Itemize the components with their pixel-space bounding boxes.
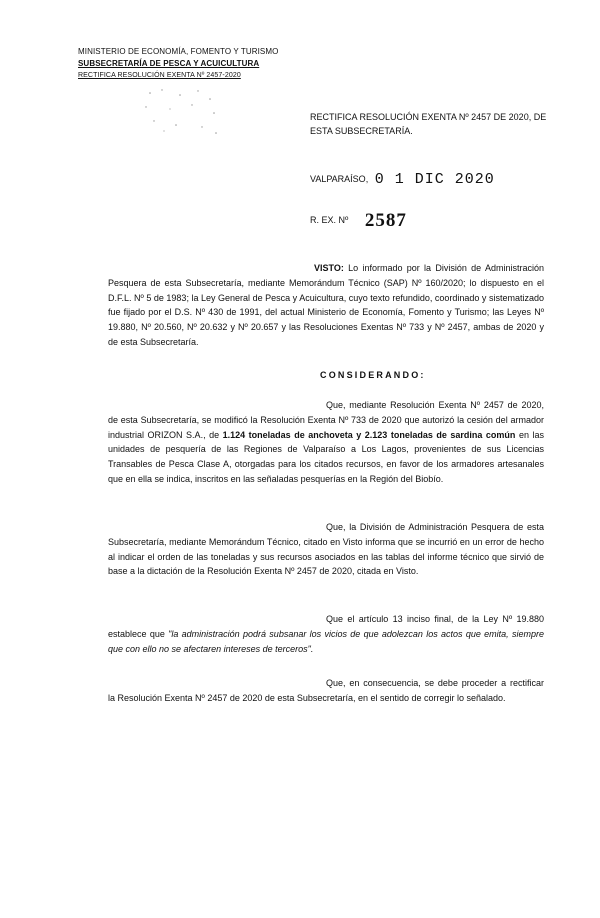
subsecretaria-name: SUBSECRETARÍA DE PESCA Y ACUICULTURA bbox=[78, 59, 260, 68]
date-stamp: 0 1 DIC 2020 bbox=[374, 171, 495, 188]
considerando-paragraph-2: Que, la División de Administración Pesquera de esta Subsecretaría, mediante Memorándum Técnico, citado en Visto informa que se incurrió en un error de hecho al indicar el orden de las toneladas y sus recursos asociados en las tablas del informe técnico que sirvió de base a la dictación de la Resolución Exenta Nº 2457 de 2020, citada en Visto. bbox=[108, 522, 544, 577]
place-label: VALPARAÍSO, bbox=[310, 174, 369, 184]
law-quote: "la administración podrá subsanar los vicios de que adolezcan los actos que emita, siempre que con ello no se afectaren intereses de terceros". bbox=[108, 628, 544, 654]
considerando-paragraph-3: Que el artículo 13 inciso final, de la Ley Nº 19.880 establece que "la administración podrá subsanar los vicios de que adolezcan los actos que emita, siempre que con ello no se afectaren intereses de terceros". bbox=[108, 614, 544, 654]
resolution-title: RECTIFICA RESOLUCIÓN EXENTA Nº 2457 DE 2020, DE ESTA SUBSECRETARÍA. bbox=[310, 112, 547, 136]
rex-label: R. EX. Nº bbox=[310, 215, 349, 225]
header-reference: RECTIFICA RESOLUCIÓN EXENTA Nº 2457-2020 bbox=[78, 72, 241, 79]
considerando-paragraph-1: Que, mediante Resolución Exenta Nº 2457 de 2020, de esta Subsecretaría, se modificó la Resolución Exenta Nº 733 de 2020 que autorizó la cesión del armador industrial ORIZON S.A., de 1.124 toneladas de anchoveta y 2.123 toneladas de sardina común en las unidades de pesquería de las Regiones de Valparaíso a Los Lagos, provenientes de sus Licencias Transables de Pesca Clase A, otorgadas para los citados recursos, en favor de los armadores artesanales que en ella se indica, inscritos en las señaladas pesquerías en la Región del Biobío. bbox=[108, 400, 544, 484]
considerando-heading: CONSIDERANDO: bbox=[320, 370, 426, 380]
place-date bbox=[310, 171, 495, 188]
visto-paragraph bbox=[108, 261, 544, 350]
resolution-number bbox=[310, 210, 407, 232]
visto-text: Lo informado por la División de Administración Pesquera de esta Subsecretaría, mediante Memorándum Técnico (SAP) Nº 160/2020; lo dispuesto en el D.F.L. Nº 5 de 1983; la Ley General de Pesca y Acuicultura, cuyo texto refundido, coordinado y sistematizado fue fijado por el D.S. Nº 430 de 1991, del actual Ministerio de Economía, Fomento y Turismo; las Leyes Nº 19.880, Nº 20.560, Nº 20.632 y Nº 20.657 y las Resoluciones Exentas Nº 733 y Nº 2457, ambas de 2020 y de esta Subsecretaría. bbox=[108, 263, 544, 347]
tonnage-highlight: 1.124 toneladas de anchoveta y 2.123 toneladas de sardina común bbox=[222, 429, 516, 440]
rex-number: 2587 bbox=[364, 210, 407, 231]
faded-stamp bbox=[140, 85, 220, 135]
considerando-paragraph-4: Que, en consecuencia, se debe proceder a rectificar la Resolución Exenta Nº 2457 de 2020 de esta Subsecretaría, en el sentido de corregir lo señalado. bbox=[108, 678, 544, 703]
letterhead bbox=[78, 46, 278, 82]
visto-label: VISTO: bbox=[314, 263, 344, 273]
ministry-name: MINISTERIO DE ECONOMÍA, FOMENTO Y TURISMO bbox=[78, 47, 279, 56]
